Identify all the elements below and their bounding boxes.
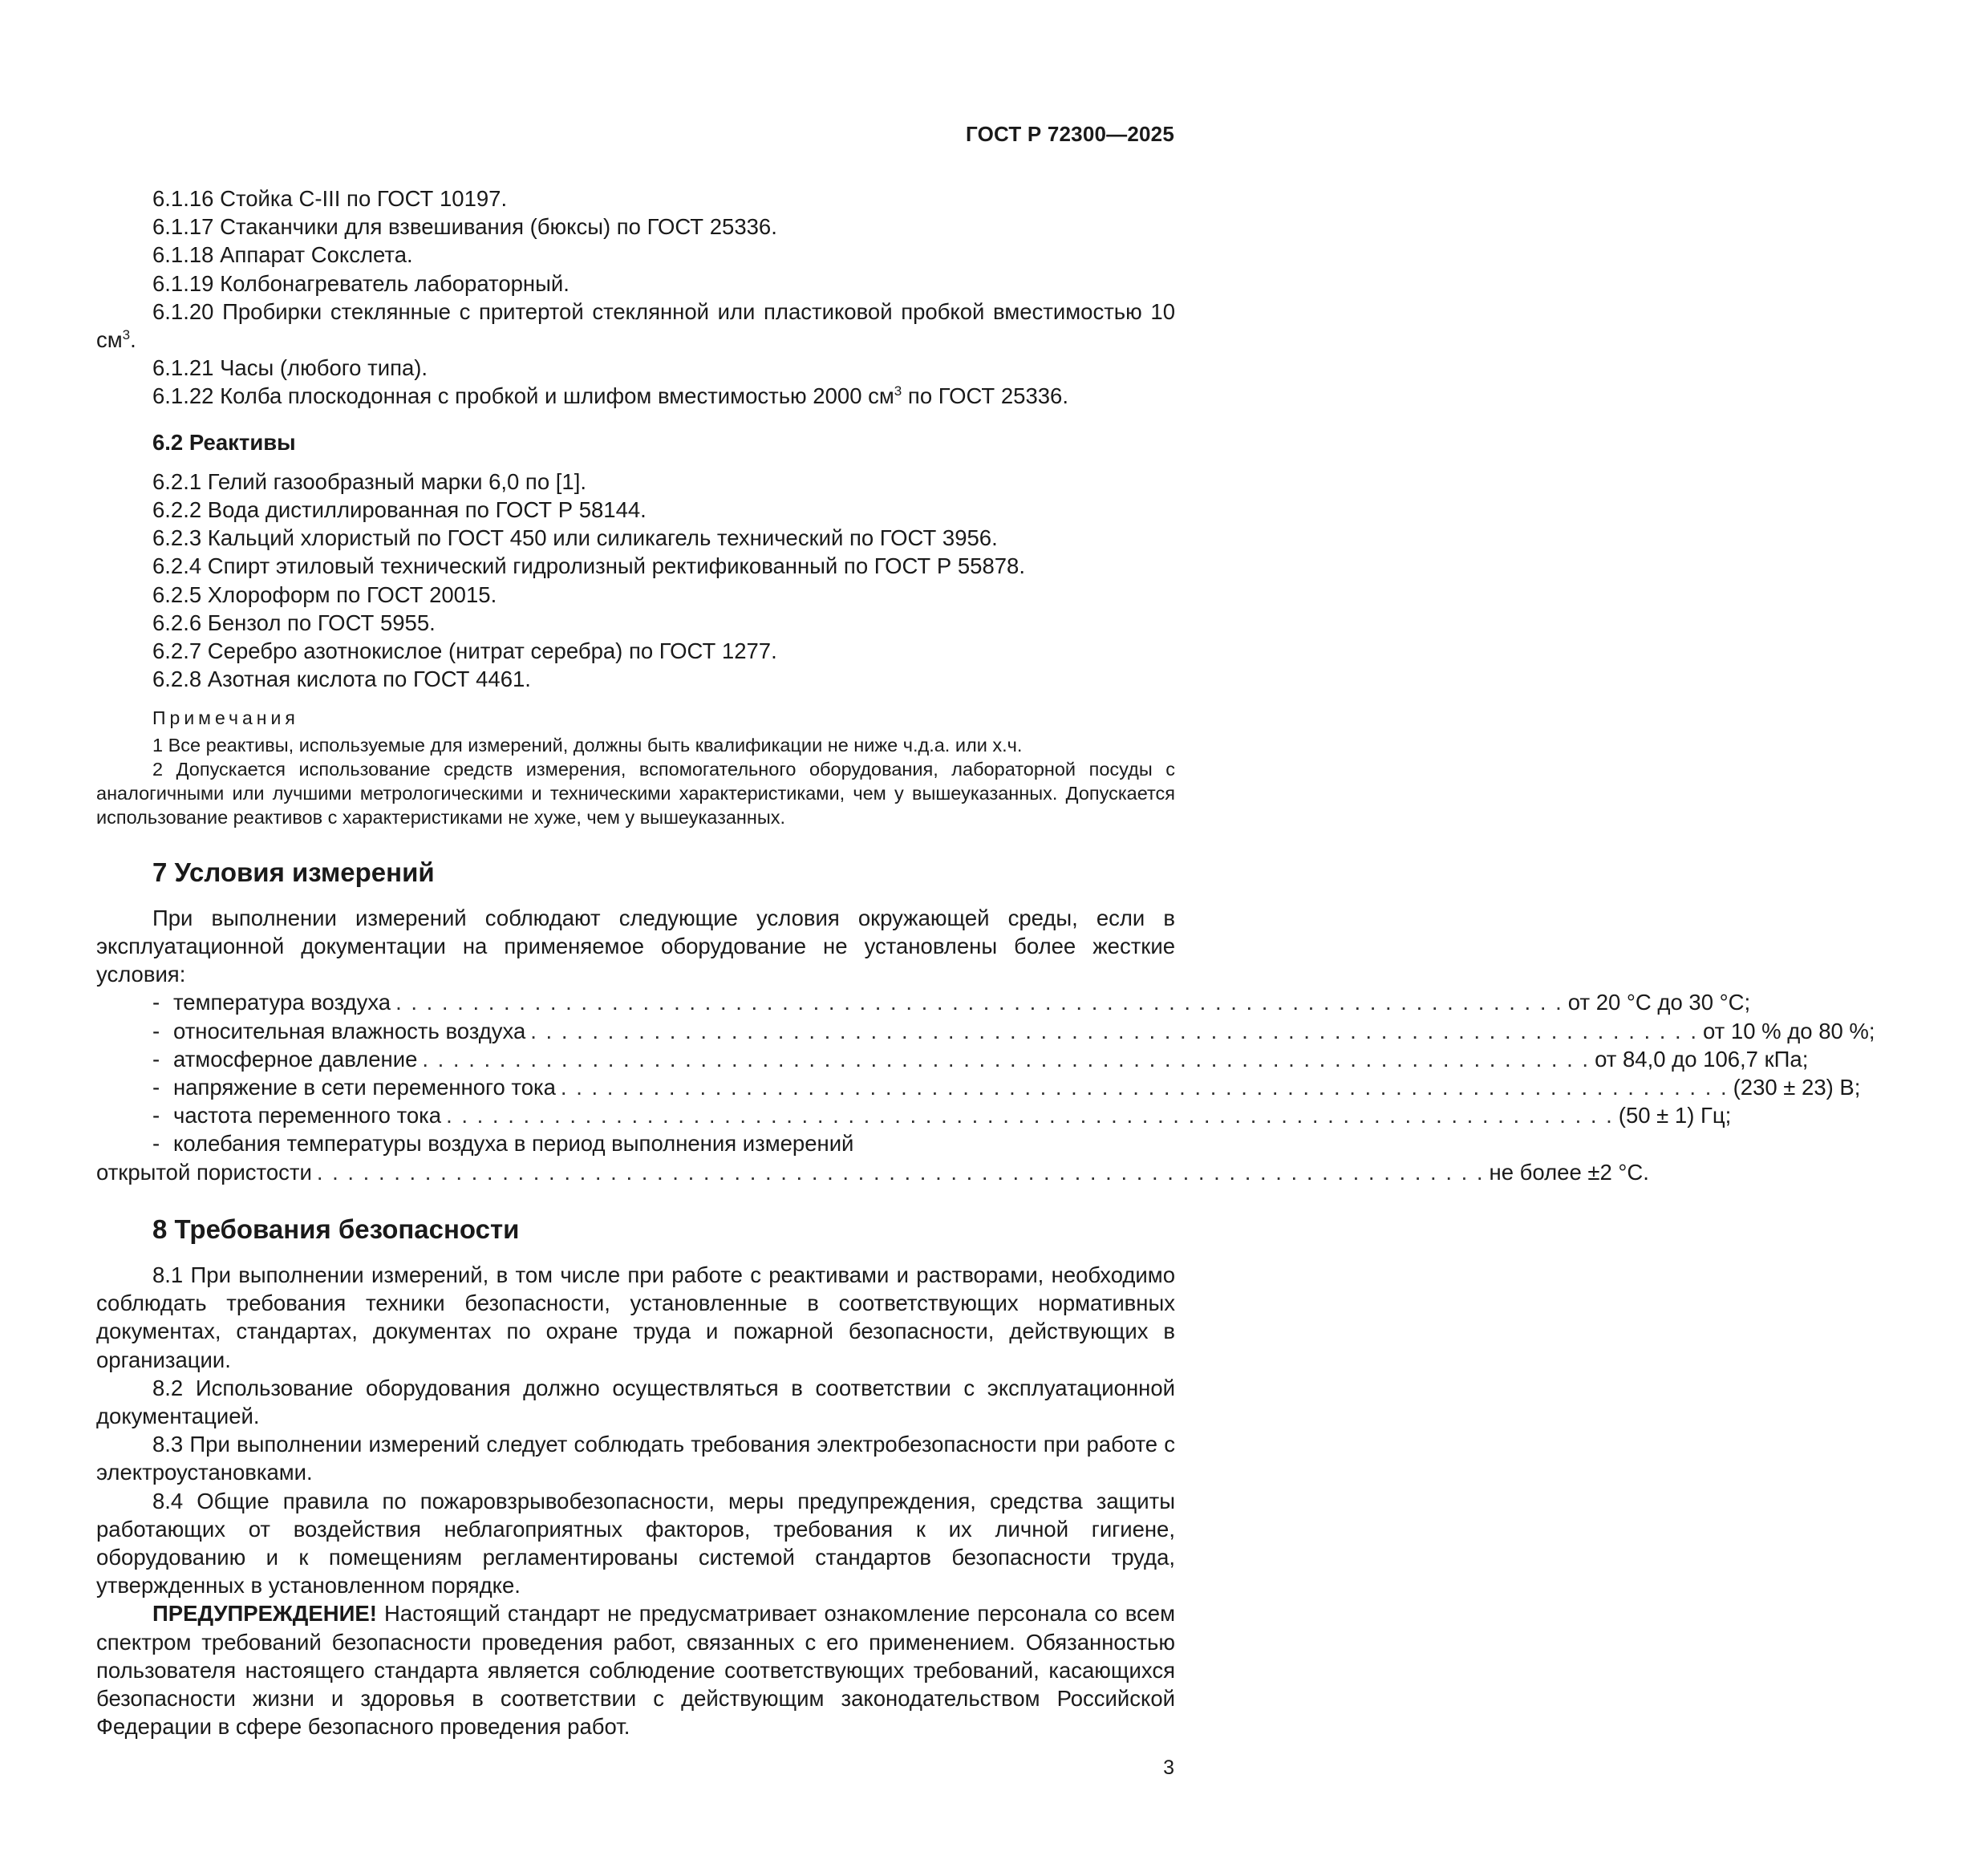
note-2: 2 Допускается использование средств измерения, вспомогательного оборудования, лабораторной посуды с аналогичными или лучшими метрологическими и техническими характеристиками, чем у вышеуказанных. Допускается использование реактивов с характеристиками не хуже, чем у вышеуказанных.	[96, 758, 1175, 828]
section-7-intro: При выполнении измерений соблюдают следующие условия окружающей среды, если в эксплуатационной документации на применяемое оборудование не установлены более жесткие условия:	[96, 905, 1175, 987]
condition-label: температура воздуха	[173, 990, 391, 1015]
condition-value: от 20 °С до 30 °С;	[1567, 990, 1751, 1015]
warning-label: ПРЕДУПРЕЖДЕНИЕ!	[152, 1601, 377, 1627]
condition-label-cont: открытой пористости	[96, 1159, 312, 1185]
leader-dots: . . . . . . . . . . . . . . . . . . . . . . . . . . . . . . . . . . . . . . . . . . . . . . . . . . . . . . . . . . . . . . . . . . . . . . . . . . . .	[446, 1103, 1614, 1128]
condition-value: не более ±2 °С.	[1489, 1159, 1649, 1185]
item-6-2-8: 6.2.8 Азотная кислота по ГОСТ 4461.	[152, 667, 531, 692]
condition-value: от 84,0 до 106,7 кПа;	[1595, 1046, 1809, 1072]
item-6-1-20-end: .	[130, 327, 136, 353]
condition-row: - атмосферное давление . . . . . . . . . . . . . . . . . . . . . . . . . . . . . . . . . . . . . . . . . . . . . . . . . . . . . . . . . . . . . . . . . . . . . . . . . . . . от 84,0 до 106,7 кПа;	[96, 1045, 1175, 1073]
item-6-1-22-text: 6.1.22 Колба плоскодонная с пробкой и шлифом вместимостью 2000 см	[152, 383, 894, 409]
item-6-2-1: 6.2.1 Гелий газообразный марки 6,0 по [1].	[152, 468, 586, 494]
item-6-2-5: 6.2.5 Хлороформ по ГОСТ 20015.	[152, 581, 497, 607]
para-8-1: 8.1 При выполнении измерений, в том числе при работе с реактивами и растворами, необходимо соблюдать требования техники безопасности, установленные в соответствующих нормативных документах, стандартах, документах по охране труда и пожарной безопасности, действующих в организации.	[96, 1262, 1175, 1372]
condition-value: от 10 % до 80 %;	[1702, 1018, 1875, 1043]
item-6-2-2: 6.2.2 Вода дистиллированная по ГОСТ Р 58144.	[152, 497, 647, 523]
condition-row: - частота переменного тока . . . . . . . . . . . . . . . . . . . . . . . . . . . . . . . . . . . . . . . . . . . . . . . . . . . . . . . . . . . . . . . . . . . . . . . . . . . . (50 ± 1) Гц;	[96, 1101, 1175, 1129]
condition-value: (50 ± 1) Гц;	[1618, 1103, 1732, 1128]
leader-dots: . . . . . . . . . . . . . . . . . . . . . . . . . . . . . . . . . . . . . . . . . . . . . . . . . . . . . . . . . . . . . . . . . . . . . . . . . . . .	[422, 1046, 1591, 1072]
item-6-1-18: 6.1.18 Аппарат Сокслета.	[152, 242, 413, 268]
para-8-2: 8.2 Использование оборудования должно осуществляться в соответствии с эксплуатационной документацией.	[96, 1375, 1175, 1428]
item-6-2-4: 6.2.4 Спирт этиловый технический гидролизный ректификованный по ГОСТ Р 55878.	[152, 553, 1025, 579]
condition-value: (230 ± 23) В;	[1733, 1075, 1861, 1100]
condition-label: атмосферное давление	[173, 1046, 418, 1072]
condition-row-multiline: - колебания температуры воздуха в период выполнения измерений	[152, 1131, 854, 1157]
leader-dots: . . . . . . . . . . . . . . . . . . . . . . . . . . . . . . . . . . . . . . . . . . . . . . . . . . . . . . . . . . . . . . . . . . . . . . . . . . . .	[395, 990, 1563, 1015]
item-6-1-20-text: 6.1.20 Пробирки стеклянные с притертой стеклянной или пластиковой пробкой вместимостью 10 см	[96, 298, 1175, 353]
para-8-4: 8.4 Общие правила по пожаровзрывобезопасности, меры предупреждения, средства защиты работающих от воздействия неблагоприятных факторов, требования к их личной гигиене, оборудованию и к помещениям регламентированы системой стандартов безопасности труда, утвержденных в установленном порядке.	[96, 1488, 1175, 1598]
item-6-1-21: 6.1.21 Часы (любого типа).	[152, 355, 428, 381]
condition-label: относительная влажность воздуха	[173, 1018, 526, 1043]
warning-text: Настоящий стандарт не предусматривает ознакомление персонала со всем спектром требований безопасности проведения работ, связанных с его применением. Обязанностью пользователя настоящего стандарта является соблюдение соответствующих требований, касающихся безопасности жизни и здоровья в соответствии с действующим законодательством Российской Федерации в сфере безопасного проведения работ.	[96, 1601, 1175, 1740]
item-6-1-19: 6.1.19 Колбонагреватель лабораторный.	[152, 270, 570, 296]
section-8-heading: 8 Требования безопасности	[152, 1214, 520, 1244]
item-6-2-6: 6.2.6 Бензол по ГОСТ 5955.	[152, 610, 436, 635]
item-6-1-16: 6.1.16 Стойка С-III по ГОСТ 10197.	[152, 186, 508, 211]
item-6-2-3: 6.2.3 Кальций хлористый по ГОСТ 450 или силикагель технический по ГОСТ 3956.	[152, 525, 998, 551]
condition-label: частота переменного тока	[173, 1103, 442, 1128]
warning-paragraph	[96, 1599, 1175, 1740]
document-id: ГОСТ Р 72300—2025	[966, 122, 1174, 146]
condition-row: - относительная влажность воздуха . . . . . . . . . . . . . . . . . . . . . . . . . . . . . . . . . . . . . . . . . . . . . . . . . . . . . . . . . . . . . . . . . . . . . . . . . . . . от 10 % до 80 %;	[96, 1017, 1175, 1045]
section-7-heading: 7 Условия измерений	[152, 857, 435, 887]
item-6-1-20	[96, 298, 1175, 354]
page-number: 3	[1163, 1756, 1174, 1779]
condition-label: напряжение в сети переменного тока	[173, 1075, 556, 1100]
item-6-1-17: 6.1.17 Стаканчики для взвешивания (бюксы) по ГОСТ 25336.	[152, 214, 777, 240]
condition-row	[96, 1158, 1649, 1186]
item-6-2-7: 6.2.7 Серебро азотнокислое (нитрат серебра) по ГОСТ 1277.	[152, 638, 777, 664]
item-6-1-22-end: по ГОСТ 25336.	[902, 383, 1068, 409]
condition-row: - напряжение в сети переменного тока . . . . . . . . . . . . . . . . . . . . . . . . . . . . . . . . . . . . . . . . . . . . . . . . . . . . . . . . . . . . . . . . . . . . . . . . . . . . (230 ± 23) В;	[96, 1073, 1175, 1101]
item-6-1-22-sup: 3	[894, 383, 902, 399]
leader-dots: . . . . . . . . . . . . . . . . . . . . . . . . . . . . . . . . . . . . . . . . . . . . . . . . . . . . . . . . . . . . . . . . . . . . . . . . . . . .	[316, 1159, 1485, 1185]
condition-row: - температура воздуха . . . . . . . . . . . . . . . . . . . . . . . . . . . . . . . . . . . . . . . . . . . . . . . . . . . . . . . . . . . . . . . . . . . . . . . . . . . . от 20 °С до 30 °С;	[96, 988, 1175, 1016]
para-8-3: 8.3 При выполнении измерений следует соблюдать требования электробезопасности при работе с электроустановками.	[96, 1432, 1175, 1485]
section-6-2-heading: 6.2 Реактивы	[152, 429, 296, 455]
notes-title: Примечания	[152, 707, 299, 729]
note-1: 1 Все реактивы, используемые для измерений, должны быть квалификации не ниже ч.д.а. или х.ч.	[152, 734, 1023, 756]
page-content	[96, 184, 1875, 1740]
leader-dots: . . . . . . . . . . . . . . . . . . . . . . . . . . . . . . . . . . . . . . . . . . . . . . . . . . . . . . . . . . . . . . . . . . . . . . . . . . . .	[530, 1018, 1698, 1043]
leader-dots: . . . . . . . . . . . . . . . . . . . . . . . . . . . . . . . . . . . . . . . . . . . . . . . . . . . . . . . . . . . . . . . . . . . . . . . . . . . .	[560, 1075, 1729, 1100]
condition-label: колебания температуры воздуха в период выполнения измерений	[173, 1131, 854, 1157]
item-6-1-22	[96, 382, 1175, 410]
item-6-1-20-sup: 3	[122, 326, 131, 342]
